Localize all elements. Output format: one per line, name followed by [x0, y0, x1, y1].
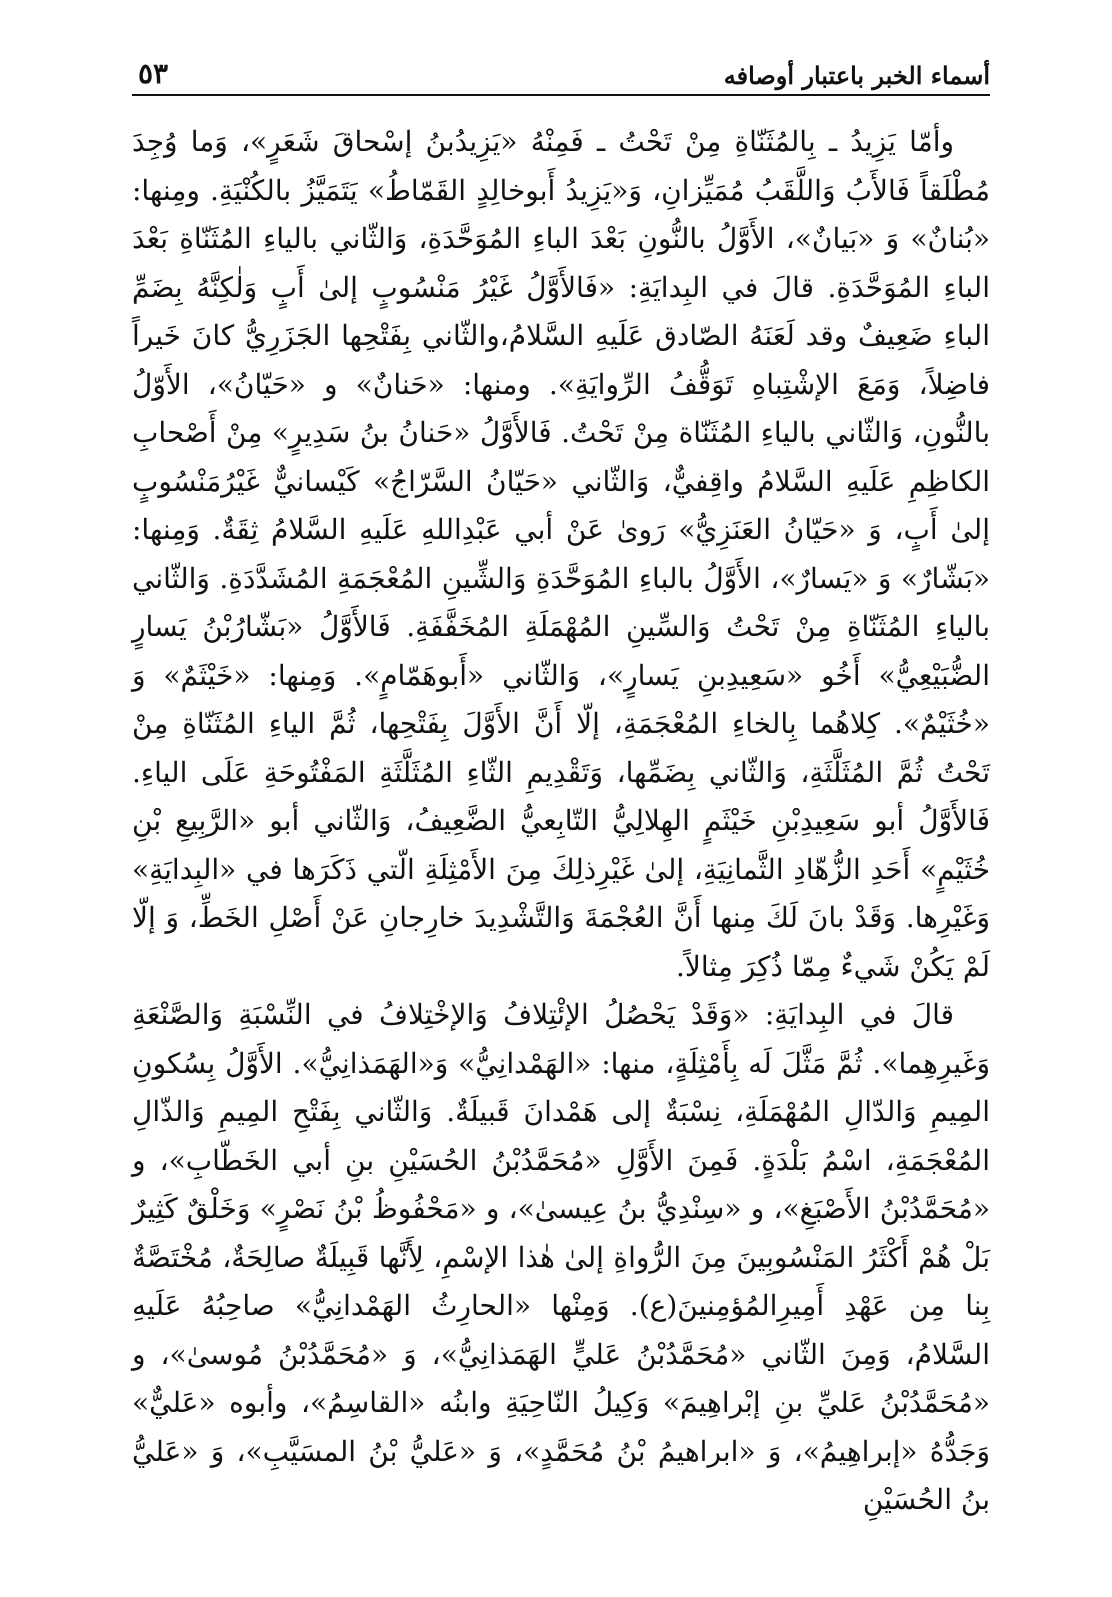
running-title: أسماء الخبر باعتبار أوصافه	[723, 61, 990, 90]
page-body	[132, 118, 990, 1525]
page-number: ٥٣	[138, 57, 169, 90]
paragraph-1: وأمّا يَزِيدُ ـ بِالمُثَنّاةِ مِنْ تَحْتُ ـ فَمِنْهُ «يَزِيدُبنُ إسْحاقَ شَعَرٍ»، وَما وُجِدَ مُطْلَقاً فَالأَبُ وَاللَّقَبُ مُمَيِّزانِ، وَ«يَزِيدُ أَبوخالِدٍ القَمّاطُ» يَتَمَيَّزُ بالكُنْيَةِ. ومِنها: «بُنانٌ» وَ «بَيانٌ»، الأَوَّلُ بالنُّونِ بَعْدَ الباءِ المُوَحَّدَةِ، وَالثّاني بالياءِ المُثَنّاةِ بَعْدَ الباءِ المُوَحَّدَةِ. قالَ في البِدايَةِ: «فَالأَوَّلُ غَيْرُ مَنْسُوبٍ إلىٰ أَبٍ وَلٰكِنَّهُ بِضَمِّ الباءِ ضَعِيفٌ وقد لَعَنَهُ الصّادق عَلَيهِ السَّلامُ،والثّاني بِفَتْحِها الجَزَرِيُّ كانَ خَيراً فاضِلاً، وَمَعَ الإشْتِباهِ تَوَقُّفُ الرِّوايَةِ». ومنها: «حَنانٌ» و «حَيّانُ»، الأَوّلُ بالنُّونِ، وَالثّاني بالياءِ المُثَنّاة مِنْ تَحْتُ. فَالأَوَّلُ «حَنانُ بنُ سَدِيرٍ» مِنْ أَصْحابِ الكاظِمِ عَلَيهِ السَّلامُ واقِفيٌّ، وَالثّاني «حَيّانُ السَّرّاجُ» كَيْسانيٌّ غَيْرُمَنْسُوبٍ إلىٰ أَبٍ، وَ «حَيّانُ العَنَزِيُّ» رَوىٰ عَنْ أبي عَبْدِاللهِ عَلَيهِ السَّلامُ ثِقَةٌ. وَمِنها: «بَشّارٌ» وَ «يَسارٌ»، الأَوَّلُ بالباءِ المُوَحَّدَةِ وَالشِّينِ المُعْجَمَةِ المُشَدَّدَةِ. وَالثّاني بالياءِ المُثَنّاةِ مِنْ تَحْتُ وَالسِّينِ المُهْمَلَةِ المُخَفَّفَةِ. فَالأَوَّلُ «بَشّارُبْنُ يَسارٍ الضُّبَيْعِيُّ» أَخُو «سَعِيدِبنِ يَسارٍ»، وَالثّاني «أَبوهَمّامٍ». وَمِنها: «خَيْثَمٌ» وَ «خُثَيْمٌ». كِلاهُما بِالخاءِ المُعْجَمَةِ، إلّا أَنَّ الأَوَّلَ بِفَتْحِها، ثُمَّ الياءِ المُثَنّاةِ مِنْ تَحْتُ ثُمَّ المُثَلَّثَةِ، وَالثّاني بِضَمِّها، وَتَقْدِيمِ الثّاءِ المُثَلَّثَةِ المَفْتُوحَةِ عَلَى الياءِ. فَالأَوَّلُ أبو سَعِيدِبْنِ خَيْثَمٍ الهِلالِيُّ التّابِعيُّ الضَّعِيفُ، وَالثّاني أبو «الرَّبِيعِ بْنِ خُثَيْمٍ» أَحَدِ الزُّهّادِ الثَّمانِيَةِ، إلىٰ غَيْرِذلِكَ مِنَ الأَمْثِلَةِ الّتي ذَكَرَها في «البِدايَةِ» وَغَيْرِها. وَقَدْ بانَ لَكَ مِنها أَنَّ العُجْمَةَ وَالتَّشْدِيدَ خارِجانِ عَنْ أَصْلِ الخَطِّ، وَ إلّا لَمْ يَكُنْ شَيءٌ مِمّا ذُكِرَ مِثالاً.	[132, 125, 991, 983]
page-header	[132, 50, 990, 96]
paragraph-2: قالَ في البِدايَةِ: «وَقَدْ يَحْصُلُ الإئْتِلافُ وَالإخْتِلافُ في النِّسْبَةِ وَالصَّنْعَةِ وَغَيرِهِما». ثُمَّ مَثَّلَ لَه بِأَمْثِلَةٍ، منها: «الهَمْدانِيُّ» وَ«الهَمَذانِيُّ». الأَوَّلُ بِسُكونِ المِيمِ وَالدّالِ المُهْمَلَةِ، نِسْبَةٌ إلى هَمْدانَ قَبيلَةٌ. وَالثّاني بِفَتْحِ المِيمِ وَالذّالِ المُعْجَمَةِ، اسْمُ بَلْدَةٍ. فَمِنَ الأَوَّلِ «مُحَمَّدُبْنُ الحُسَيْنِ بنِ أبي الخَطّابِ»، و «مُحَمَّدُبْنُ الأَصْبَغِ»، و «سِنْدِيُّ بنُ عِيسىٰ»، و «مَحْفُوظُ بْنُ نَصْرٍ» وَخَلْقٌ كَثِيرٌ بَلْ هُمْ أَكْثَرُ المَنْسُوبِينَ مِنَ الرُّواةِ إلىٰ هٰذا الإسْمِ، لِأَنَّها قَبِيلَةٌ صالِحَةٌ، مُخْتَصَّةٌ بِنا مِن عَهْدِ أَمِيرِالمُؤمِنينَ(ع). وَمِنْها «الحارِثُ الهَمْدانِيُّ» صاحِبُهُ عَلَيهِ السَّلامُ، وَمِنَ الثّاني «مُحَمَّدُبْنُ عَليٍّ الهَمَذانِيُّ»، وَ «مُحَمَّدُبْنُ مُوسىٰ»، و «مُحَمَّدُبْنُ عَليِّ بنِ إبْراهِيمَ» وَكِيلُ النّاحِيَةِ وابنُه «القاسِمُ»، وأبوه «عَليٌّ» وَجَدُّهُ «إبراهِيمُ»، وَ «ابراهيمُ بْنُ مُحَمَّدٍ»، وَ «عَليُّ بْنُ المسَيَّبِ»، وَ «عَليُّ بنُ الحُسَيْنِ	[132, 998, 991, 1516]
